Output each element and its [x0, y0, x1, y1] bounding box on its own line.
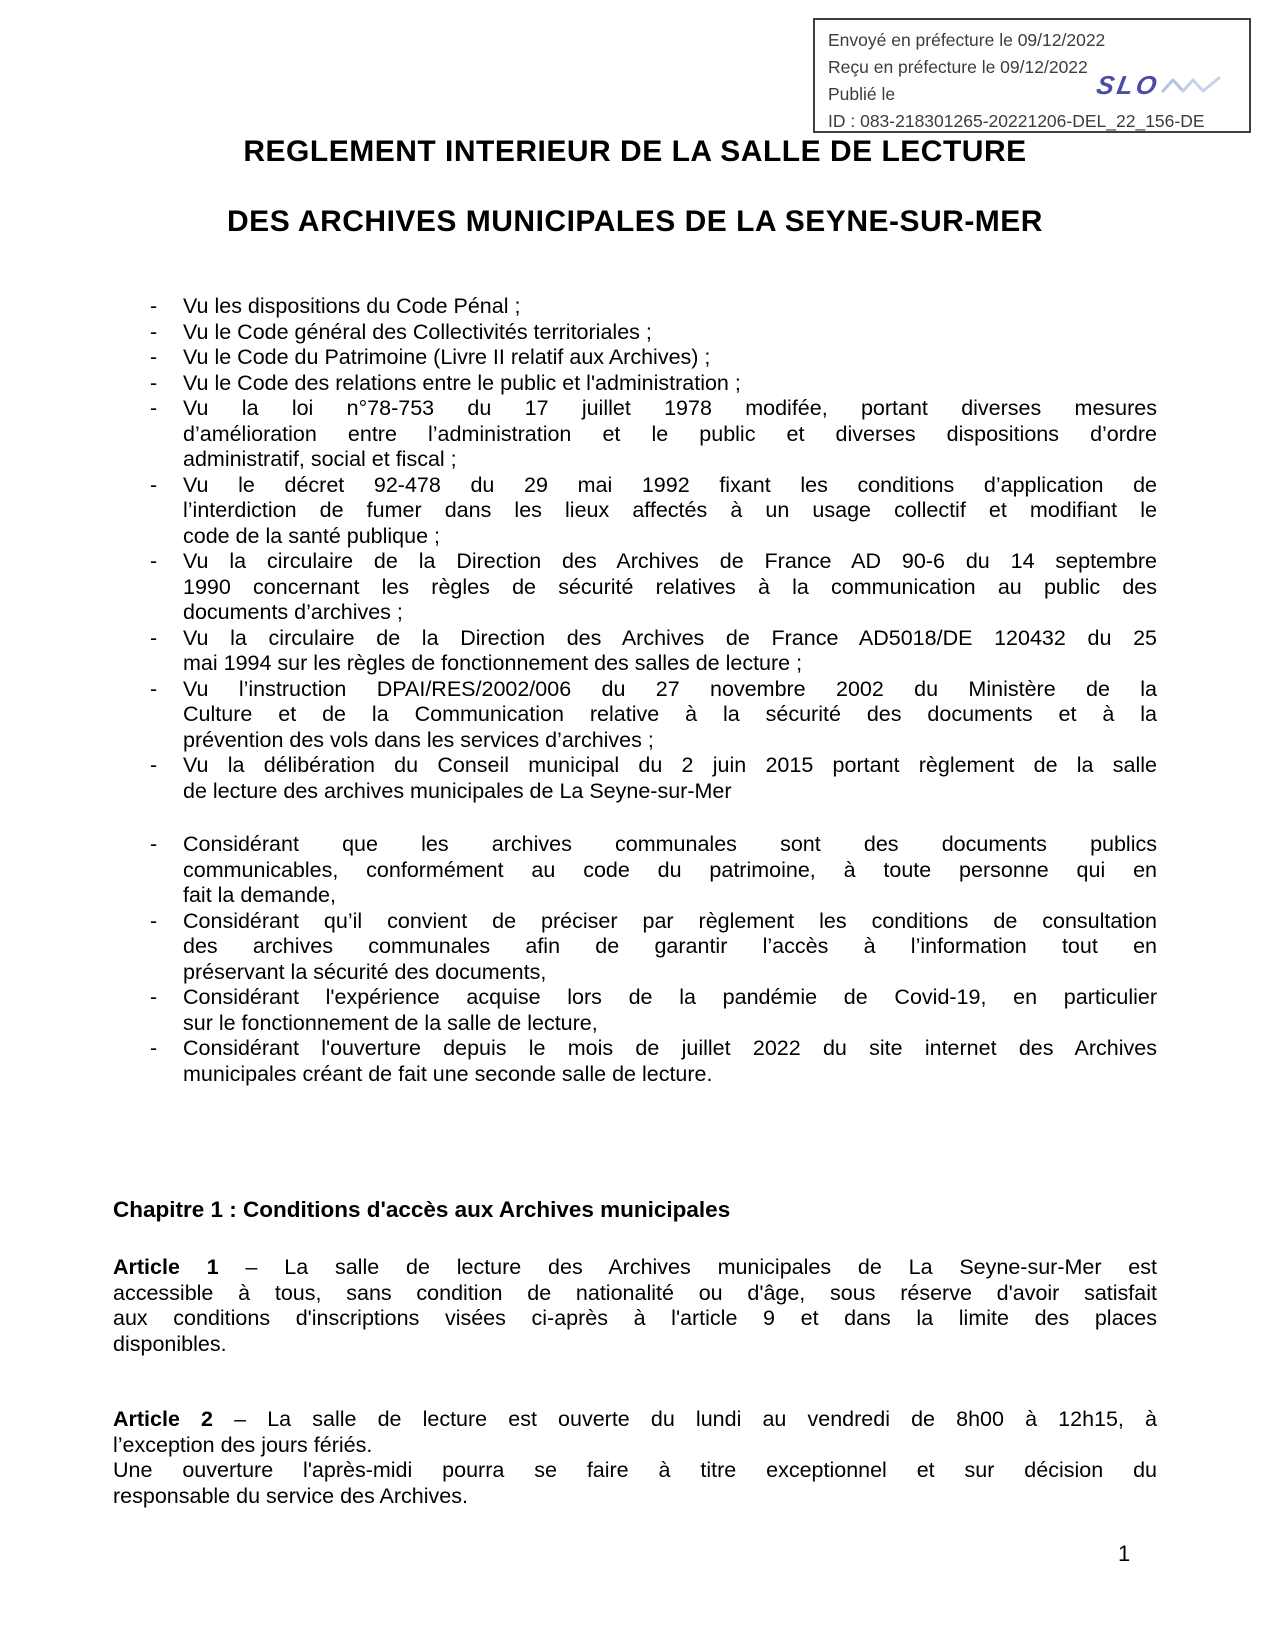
list-item: [113, 909, 1157, 986]
bullet-dash-icon: -: [150, 396, 158, 420]
list-line: Considérant que les archives communales sont des documents publics: [183, 832, 1157, 856]
vu-considerant-list: [113, 294, 1157, 1087]
bullet-dash-icon: -: [150, 319, 158, 344]
list-item: [113, 320, 1157, 346]
list-line: Vu la loi n°78-753 du 17 juillet 1978 modifée, portant diverses mesures: [183, 396, 1157, 420]
list-item: [113, 549, 1157, 626]
list-line: 1990 concernant les règles de sécurité relatives à la communication au public des: [183, 574, 1157, 599]
list-item: [113, 832, 1157, 909]
logo-zigzag-icon: [1161, 74, 1225, 96]
list-item: [113, 371, 1157, 397]
list-line: code de la santé publique ;: [183, 523, 441, 548]
bullet-dash-icon: -: [150, 676, 158, 701]
list-line: prévention des vols dans les services d’archives ;: [183, 727, 654, 752]
list-item: [113, 294, 1157, 320]
article-2-paragraph: [113, 1407, 1157, 1509]
list-item: [113, 626, 1157, 677]
stamp-received-line: Reçu en préfecture le 09/12/2022: [828, 57, 1088, 77]
bullet-dash-icon: -: [150, 753, 158, 777]
article-label: Article 1: [113, 1255, 219, 1279]
list-line: Vu l’instruction DPAI/RES/2002/006 du 27 novembre 2002 du Ministère de la: [183, 676, 1157, 701]
article-line: accessible à tous, sans condition de nationalité ou d'âge, sous réserve d'avoir satisfait: [113, 1280, 1157, 1305]
list-line: des archives communales afin de garantir l’accès à l’information tout en: [183, 934, 1157, 958]
list-line: Considérant l'ouverture depuis le mois de juillet 2022 du site internet des Archives: [183, 1036, 1157, 1060]
list-line: fait la demande,: [183, 883, 336, 907]
article-line: Une ouverture l'après-midi pourra se faire à titre exceptionnel et sur décision du: [113, 1458, 1157, 1482]
bullet-dash-icon: -: [150, 345, 158, 369]
chapter-1-heading: Chapitre 1 : Conditions d'accès aux Archives municipales: [113, 1197, 731, 1222]
list-line: Vu la délibération du Conseil municipal du 2 juin 2015 portant règlement de la salle: [183, 753, 1157, 777]
stamp-sent-line: Envoyé en préfecture le 09/12/2022: [828, 30, 1106, 50]
bullet-dash-icon: -: [150, 370, 158, 395]
list-line: préservant la sécurité des documents,: [183, 959, 547, 984]
list-item: [113, 985, 1157, 1036]
list-line: Vu la circulaire de la Direction des Archives de France AD 90-6 du 14 septembre: [183, 549, 1157, 573]
list-line: administratif, social et fiscal ;: [183, 447, 457, 471]
bullet-dash-icon: -: [150, 625, 158, 650]
list-line: municipales créant de fait une seconde salle de lecture.: [183, 1061, 713, 1086]
slo-logo-text: SLO: [1093, 70, 1162, 100]
bullet-dash-icon: -: [150, 1036, 158, 1060]
document-title-line1: REGLEMENT INTERIEUR DE LA SALLE DE LECTURE: [243, 135, 1027, 168]
list-line: de lecture des archives municipales de La Seyne-sur-Mer: [183, 778, 732, 803]
bullet-dash-icon: -: [150, 549, 158, 573]
bullet-dash-icon: -: [150, 832, 158, 856]
article-1-paragraph: [113, 1255, 1157, 1357]
list-line: sur le fonctionnement de la salle de lecture,: [183, 1010, 598, 1035]
list-line: Culture et de la Communication relative à la sécurité des documents et à la: [183, 702, 1157, 726]
page-number: 1: [1118, 1541, 1131, 1566]
article-line: l’exception des jours fériés.: [113, 1432, 373, 1457]
list-item: [113, 345, 1157, 371]
article-line: aux conditions d'inscriptions visées ci-après à l'article 9 et dans la limite des places: [113, 1306, 1157, 1330]
list-line: Vu le Code général des Collectivités territoriales ;: [183, 319, 652, 344]
list-line: documents d’archives ;: [183, 600, 403, 624]
list-item: [113, 753, 1157, 804]
list-line: Vu le Code du Patrimoine (Livre II relatif aux Archives) ;: [183, 345, 711, 369]
list-line: d’amélioration entre l’administration et le public et diverses dispositions d’ordre: [183, 421, 1157, 446]
bullet-dash-icon: -: [150, 908, 158, 933]
list-line: Vu le Code des relations entre le public et l'administration ;: [183, 370, 741, 395]
document-title-line2: DES ARCHIVES MUNICIPALES DE LA SEYNE-SUR-MER: [227, 205, 1043, 238]
article-label: Article 2: [113, 1407, 213, 1431]
list-line: Considérant qu’il convient de préciser par règlement les conditions de consultation: [183, 908, 1157, 933]
bullet-dash-icon: -: [150, 294, 158, 318]
article-line: Article 1 – La salle de lecture des Archives municipales de La Seyne-sur-Mer est: [113, 1255, 1157, 1279]
list-line: Vu les dispositions du Code Pénal ;: [183, 294, 521, 318]
stamp-id-line: ID : 083-218301265-20221206-DEL_22_156-DE: [828, 111, 1205, 131]
list-item: [113, 396, 1157, 473]
article-line: Article 2 – La salle de lecture est ouverte du lundi au vendredi de 8h00 à 12h15, à: [113, 1407, 1157, 1431]
list-line: Vu le décret 92-478 du 29 mai 1992 fixant les conditions d’application de: [183, 472, 1157, 497]
bullet-dash-icon: -: [150, 985, 158, 1009]
bullet-dash-icon: -: [150, 472, 158, 497]
list-line: l’interdiction de fumer dans les lieux affectés à un usage collectif et modifiant le: [183, 498, 1157, 522]
list-item: [113, 473, 1157, 550]
list-line: mai 1994 sur les règles de fonctionnement des salles de lecture ;: [183, 651, 803, 675]
list-item: [113, 677, 1157, 754]
article-line: disponibles.: [113, 1331, 227, 1356]
list-item: [113, 1036, 1157, 1087]
list-line: Vu la circulaire de la Direction des Archives de France AD5018/DE 120432 du 25: [183, 625, 1157, 650]
list-line: Considérant l'expérience acquise lors de la pandémie de Covid-19, en particulier: [183, 985, 1157, 1009]
stamp-published-line: Publié le: [828, 84, 896, 104]
list-line: communicables, conformément au code du patrimoine, à toute personne qui en: [183, 857, 1157, 882]
article-line: responsable du service des Archives.: [113, 1483, 468, 1508]
document-body: [113, 0, 1157, 1509]
